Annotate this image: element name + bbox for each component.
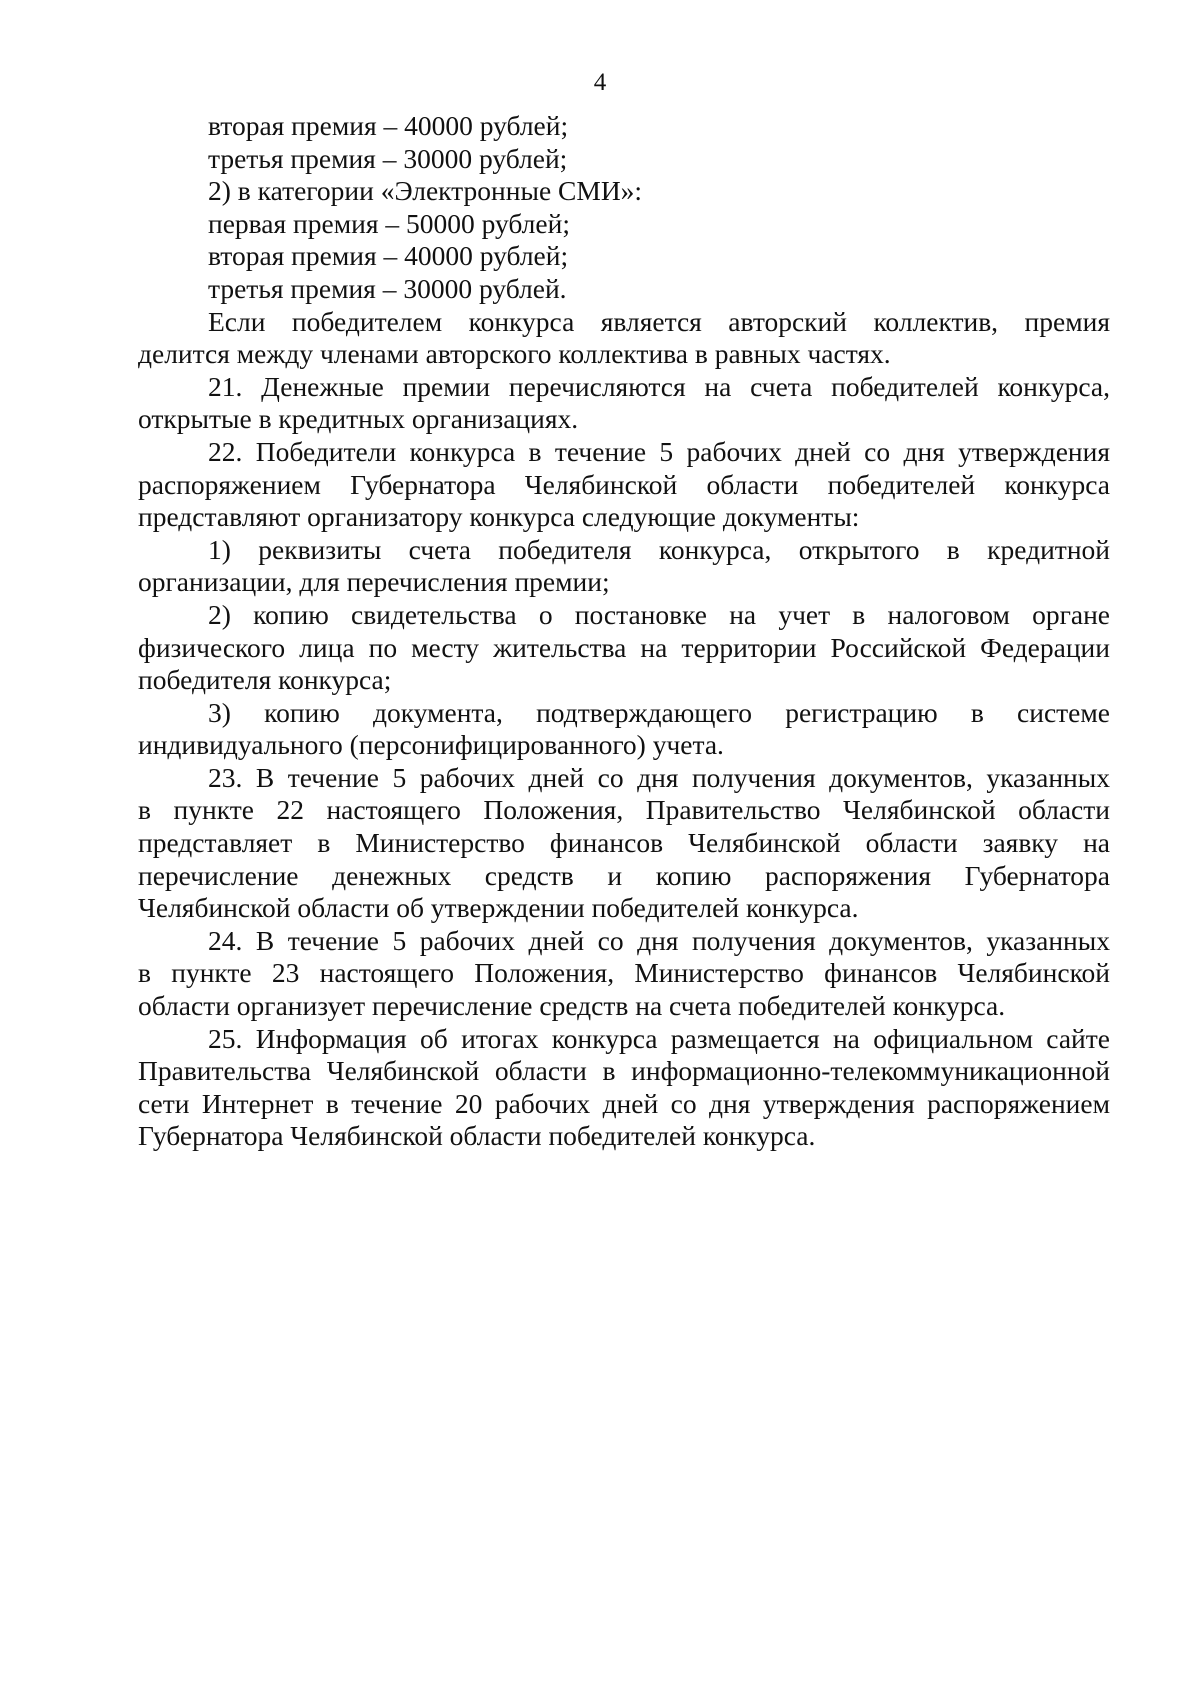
item-22-subitem-3-paragraph: [138, 697, 1110, 762]
text-line: открытые в кредитных организациях.: [138, 403, 579, 435]
prize-second-paragraph: [138, 110, 1110, 143]
text-line: Если победителем конкурса является авторский коллектив, премия: [208, 305, 1110, 337]
text-line: 2) в категории «Электронные СМИ»:: [208, 175, 643, 207]
text-line: в пункте 22 настоящего Положения, Правительство Челябинской области: [138, 794, 1110, 826]
text-line: делится между членами авторского коллектива в равных частях.: [138, 338, 891, 370]
text-line: представляют организатору конкурса следующие документы:: [138, 501, 860, 533]
text-line: 22. Победители конкурса в течение 5 рабочих дней со дня утверждения: [208, 435, 1110, 467]
prize-third-paragraph: [138, 143, 1110, 176]
document-body: [138, 110, 1110, 1153]
item-21-paragraph: [138, 371, 1110, 436]
text-line: 1) реквизиты счета победителя конкурса, открытого в кредитной: [208, 533, 1110, 565]
text-line: 23. В течение 5 рабочих дней со дня получения документов, указанных: [208, 761, 1110, 793]
text-line: вторая премия – 40000 рублей;: [208, 240, 569, 272]
prize-second-paragraph: [138, 240, 1110, 273]
text-line: перечисление денежных средств и копию распоряжения Губернатора: [138, 859, 1110, 891]
text-line: 25. Информация об итогах конкурса размещается на официальном сайте: [208, 1022, 1110, 1054]
item-22-subitem-2-paragraph: [138, 599, 1110, 697]
text-line: Правительства Челябинской области в информационно-телекоммуникационной: [138, 1055, 1110, 1087]
text-line: 21. Денежные премии перечисляются на счета победителей конкурса,: [208, 370, 1110, 402]
text-line: третья премия – 30000 рублей.: [208, 272, 567, 304]
item-22-paragraph: [138, 436, 1110, 534]
text-line: сети Интернет в течение 20 рабочих дней со дня утверждения распоряжением: [138, 1087, 1110, 1119]
text-line: Челябинской области об утверждении победителей конкурса.: [138, 892, 859, 924]
text-line: представляет в Министерство финансов Челябинской области заявку на: [138, 827, 1110, 859]
prize-third-paragraph: [138, 273, 1110, 306]
text-line: 3) копию документа, подтверждающего регистрацию в системе: [208, 696, 1110, 728]
item-25-paragraph: [138, 1023, 1110, 1153]
text-line: в пункте 23 настоящего Положения, Министерство финансов Челябинской: [138, 957, 1110, 989]
prize-first-paragraph: [138, 208, 1110, 241]
text-line: вторая премия – 40000 рублей;: [208, 110, 569, 141]
text-line: индивидуального (персонифицированного) учета.: [138, 729, 724, 761]
text-line: победителя конкурса;: [138, 664, 392, 696]
item-22-subitem-1-paragraph: [138, 534, 1110, 599]
item-24-paragraph: [138, 925, 1110, 1023]
text-line: физического лица по месту жительства на территории Российской Федерации: [138, 631, 1110, 663]
text-line: 24. В течение 5 рабочих дней со дня получения документов, указанных: [208, 924, 1110, 956]
collective-prize-paragraph: [138, 306, 1110, 371]
text-line: распоряжением Губернатора Челябинской области победителей конкурса: [138, 468, 1110, 500]
page-number: 4: [593, 69, 607, 96]
text-line: третья премия – 30000 рублей;: [208, 142, 568, 174]
text-line: организации, для перечисления премии;: [138, 566, 610, 598]
text-line: 2) копию свидетельства о постановке на учет в налоговом органе: [208, 598, 1110, 630]
text-line: области организует перечисление средств на счета победителей конкурса.: [138, 990, 1006, 1022]
category-electronic-media-paragraph: [138, 175, 1110, 208]
text-line: Губернатора Челябинской области победителей конкурса.: [138, 1120, 816, 1152]
text-line: первая премия – 50000 рублей;: [208, 207, 570, 239]
item-23-paragraph: [138, 762, 1110, 925]
